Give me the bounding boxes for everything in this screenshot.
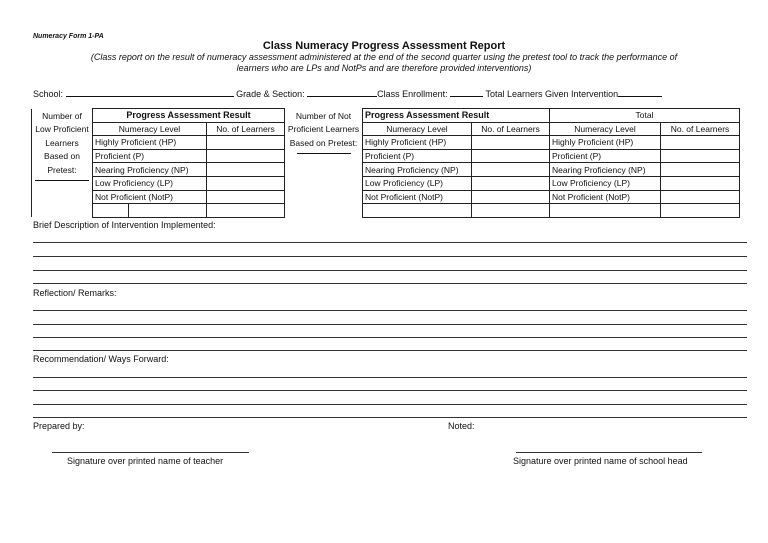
col-level-total: Numeracy Level	[550, 122, 661, 136]
table-row	[32, 176, 740, 190]
count-cell[interactable]	[472, 176, 550, 190]
count-cell[interactable]	[661, 190, 740, 204]
count-cell[interactable]	[661, 136, 740, 150]
level-cell: Nearing Proficiency (NP)	[363, 163, 472, 177]
level-cell: Nearing Proficiency (NP)	[93, 163, 207, 177]
count-cell[interactable]	[661, 176, 740, 190]
noted-label: Noted:	[448, 421, 475, 431]
level-cell: Proficient (P)	[550, 149, 661, 163]
count-cell[interactable]	[472, 190, 550, 204]
not-proficient-stub	[285, 109, 363, 218]
level-cell: Highly Proficient (HP)	[363, 136, 472, 150]
low-proficient-stub	[32, 109, 93, 218]
blank-cell[interactable]	[129, 204, 207, 218]
not-proficient-count-blank[interactable]	[297, 152, 351, 154]
recommendation-line-3[interactable]	[33, 404, 747, 405]
school-blank[interactable]	[66, 87, 234, 97]
level-cell: Low Proficiency (LP)	[93, 176, 207, 190]
recommendation-line-1[interactable]	[33, 377, 747, 378]
intervention-line-4[interactable]	[33, 283, 747, 284]
col-count-2: No. of Learners	[472, 122, 550, 136]
teacher-signature-line[interactable]	[52, 452, 249, 453]
table-row	[32, 190, 740, 204]
total-intervention-label: Total Learners Given Intervention	[485, 89, 619, 99]
col-level-2: Numeracy Level	[363, 122, 472, 136]
table-row	[32, 149, 740, 163]
count-cell[interactable]	[472, 163, 550, 177]
reflection-line-1[interactable]	[33, 310, 747, 311]
count-cell[interactable]	[661, 149, 740, 163]
blank-cell[interactable]	[550, 204, 661, 218]
report-subtitle	[30, 52, 738, 74]
level-cell: Highly Proficient (HP)	[550, 136, 661, 150]
count-cell[interactable]	[207, 176, 285, 190]
recommendation-label: Recommendation/ Ways Forward:	[33, 354, 169, 364]
subtitle-line-1: (Class report on the result of numeracy assessment administered at the end of the second quarter using the pretest tool to track the performance of	[90, 52, 678, 62]
blank-cell[interactable]	[472, 204, 550, 218]
intervention-line-3[interactable]	[33, 270, 747, 271]
intervention-line-2[interactable]	[33, 256, 747, 257]
table-row	[32, 136, 740, 150]
class-enrollment-label: Class Enrollment:	[377, 89, 448, 99]
count-cell[interactable]	[207, 190, 285, 204]
count-cell[interactable]	[472, 136, 550, 150]
form-code: Numeracy Form 1-PA	[33, 33, 104, 40]
class-enrollment-blank[interactable]	[450, 87, 483, 97]
header-row-2	[32, 122, 740, 136]
result-header-1: Progress Assessment Result	[93, 109, 285, 123]
level-cell: Proficient (P)	[93, 149, 207, 163]
level-cell: Highly Proficient (HP)	[93, 136, 207, 150]
count-cell[interactable]	[207, 149, 285, 163]
intervention-line-1[interactable]	[33, 242, 747, 243]
count-cell[interactable]	[661, 163, 740, 177]
level-cell: Proficient (P)	[363, 149, 472, 163]
col-count-total: No. of Learners	[661, 122, 740, 136]
count-cell[interactable]	[207, 136, 285, 150]
school-label: School:	[33, 89, 64, 99]
level-cell: Not Proficient (NotP)	[93, 190, 207, 204]
recommendation-line-2[interactable]	[33, 390, 747, 391]
reflection-label: Reflection/ Remarks:	[33, 288, 117, 298]
blank-cell[interactable]	[363, 204, 472, 218]
reflection-line-2[interactable]	[33, 324, 747, 325]
school-head-signature-line[interactable]	[516, 452, 702, 453]
header-row-1	[32, 109, 740, 123]
level-cell: Not Proficient (NotP)	[550, 190, 661, 204]
grade-section-blank[interactable]	[307, 87, 377, 97]
level-cell: Low Proficiency (LP)	[550, 176, 661, 190]
total-header: Total	[550, 109, 740, 123]
prepared-by-label: Prepared by:	[33, 421, 85, 431]
count-cell[interactable]	[472, 149, 550, 163]
low-proficient-stub-text: Number of Low Proficient Learners Based on Pretest:	[35, 110, 89, 175]
assessment-table	[31, 108, 740, 218]
table-row-blank	[32, 204, 740, 218]
reflection-line-3[interactable]	[33, 337, 747, 338]
result-header-2: Progress Assessment Result	[363, 109, 550, 123]
level-cell: Low Proficiency (LP)	[363, 176, 472, 190]
report-title: Class Numeracy Progress Assessment Report	[262, 40, 506, 52]
blank-cell[interactable]	[93, 204, 129, 218]
subtitle-line-2: learners who are LPs and NotPs and are therefore provided interventions)	[236, 63, 532, 73]
count-cell[interactable]	[207, 163, 285, 177]
table-row	[32, 163, 740, 177]
teacher-signature-caption: Signature over printed name of teacher	[67, 456, 224, 466]
col-level-1: Numeracy Level	[93, 122, 207, 136]
school-head-signature-caption: Signature over printed name of school head	[513, 456, 688, 466]
blank-cell[interactable]	[207, 204, 285, 218]
blank-cell[interactable]	[661, 204, 740, 218]
total-intervention-blank[interactable]	[618, 87, 662, 97]
level-cell: Nearing Proficiency (NP)	[550, 163, 661, 177]
not-proficient-stub-text: Number of Not Proficient Learners Based on Pretest:	[287, 110, 360, 148]
col-count-1: No. of Learners	[207, 122, 285, 136]
grade-section-label: Grade & Section:	[236, 89, 305, 99]
level-cell: Not Proficient (NotP)	[363, 190, 472, 204]
intervention-label: Brief Description of Intervention Implemented:	[33, 220, 216, 230]
info-row	[33, 87, 733, 99]
low-proficient-count-blank[interactable]	[35, 179, 89, 181]
reflection-line-4[interactable]	[33, 350, 747, 351]
recommendation-line-4[interactable]	[33, 417, 747, 418]
